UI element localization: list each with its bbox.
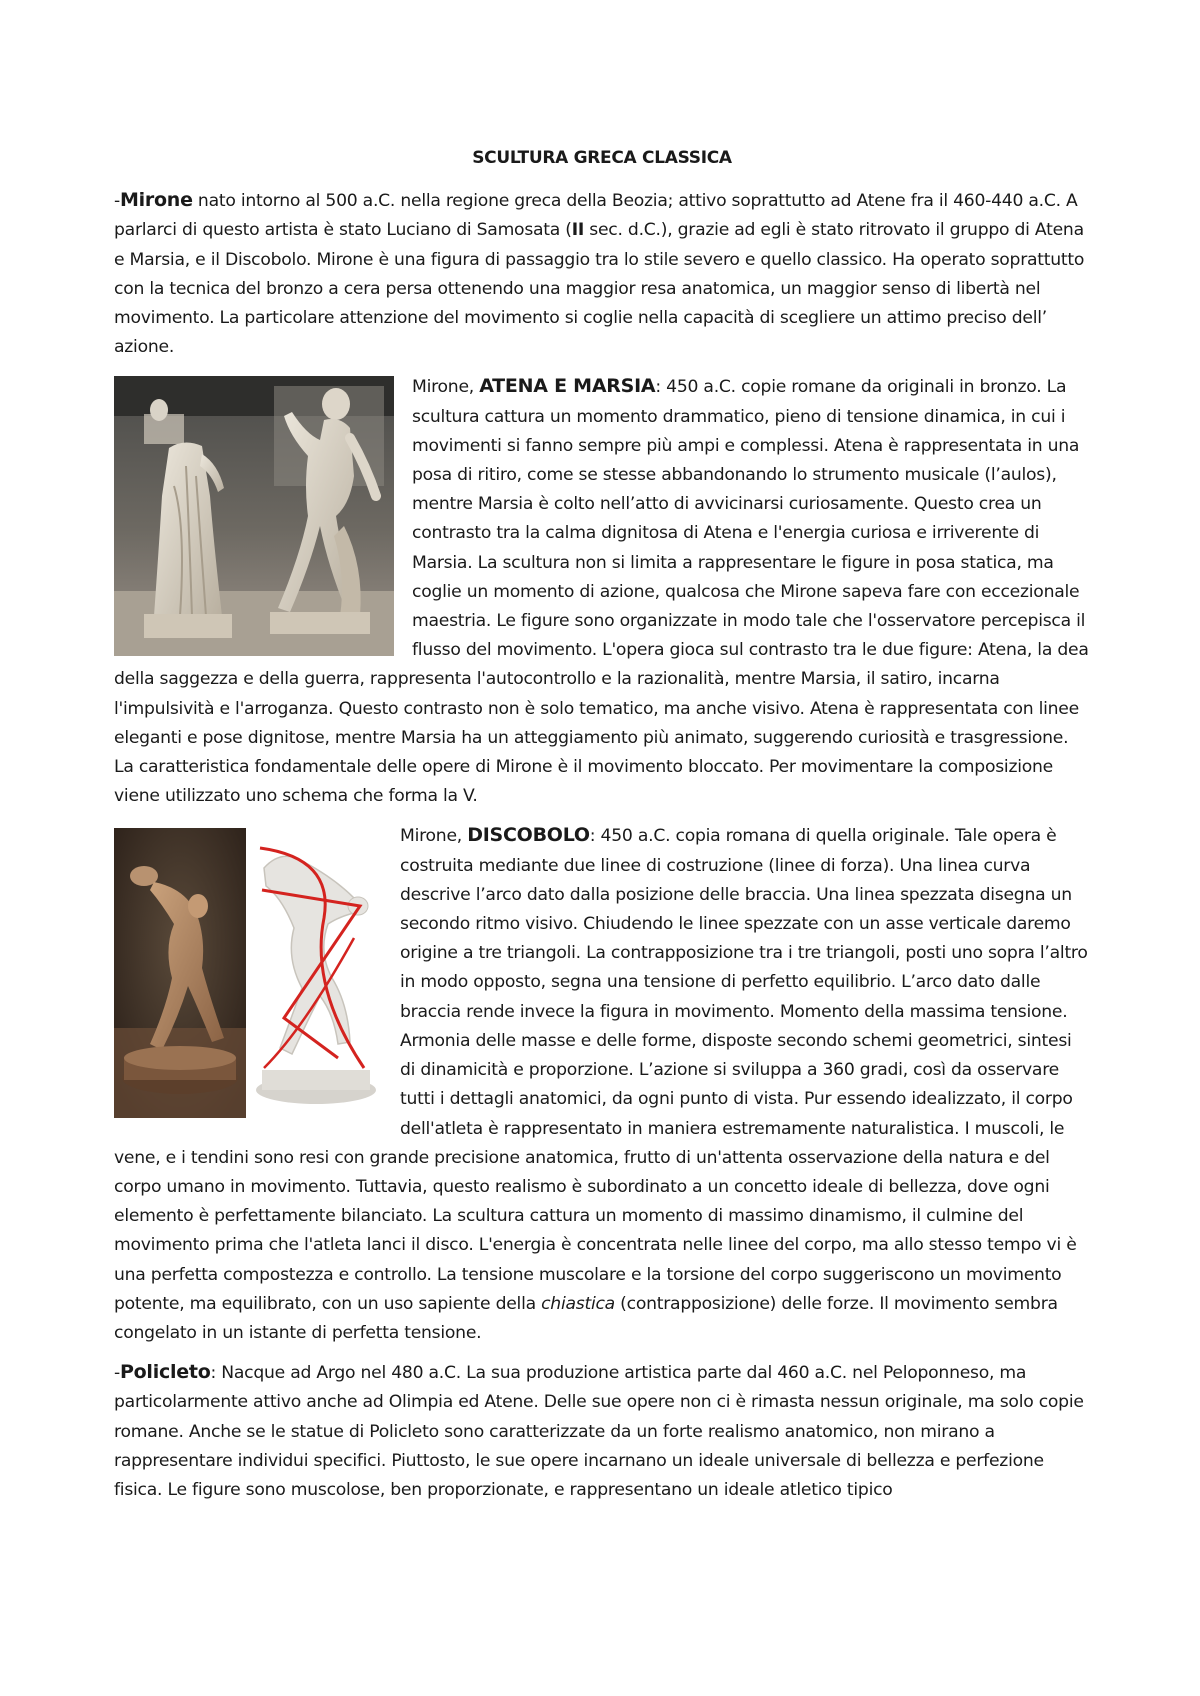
dash: - xyxy=(114,191,120,212)
work-title-discobolo: DISCOBOLO xyxy=(467,824,590,847)
roman-numeral: II xyxy=(571,220,585,241)
discobolo-body: : 450 a.C. copia romana di quella originale. Tale opera è costruita mediante due linee di costruzione (linee di forza). Una linea curva descrive l’arco dato dalla posizione delle braccia. Una linea spezzata disegna un secondo ritmo visivo. Chiudendo le linee spezzate con un asse verticale daremo origine a tre triangoli. La contrapposizione tra i tre triangoli, posti uno sopra l’altro in modo opposto, segna una tensione di perfetto equilibrio. L’arco dato dalle braccia rende invece la figura in movimento. Momento della massima tensione. Armonia delle masse e delle forme, disposte secondo schemi geometrici, sintesi di dinamicità e proporzione. L’azione si sviluppa a 360 gradi, così da osservare tutti i dettagli anatomici, da ogni punto di vista. Pur essendo idealizzato, il corpo dell'atleta è rappresentato in maniera estremamente naturalistica. I muscoli, le vene, e i tendini sono resi con grande precisione anatomica, frutto di un'attenta osservazione della natura e del corpo umano in movimento. Tuttavia, questo realismo è subordinato a un concetto ideale di bellezza, dove ogni elemento è perfettamente bilanciato. La scultura cattura un momento di massimo dinamismo, il culmine del movimento prima che l'atleta lanci il disco. L'energia è concentrata nelle linee del corpo, ma allo stesso tempo vi è una perfetta compostezza e controllo. La tensione muscolare e la torsione del corpo suggeriscono un movimento potente, ma equilibrato, con un uso sapiente della xyxy=(114,826,1088,1314)
dash: - xyxy=(114,1363,120,1384)
atena-body: : 450 a.C. copie romane da originali in bronzo. La scultura cattura un momento drammatico, pieno di tensione dinamica, in cui i movimenti si fanno sempre più ampi e complessi. Atena è rappresentata in una posa di ritiro, come se stesse abbandonando lo strumento musicale (l’aulos), mentre Marsia è colto nell’atto di avvicinarsi curiosamente. Questo crea un contrasto tra la calma dignitosa di Atena e l'energia curiosa e irriverente di Marsia. La scultura non si limita a rappresentare le figure in posa statica, ma coglie un momento di azione, qualcosa che Mirone sapeva fare con eccezionale maestria. Le figure sono organizzate in modo tale che l'osservatore percepisca il flusso del movimento. L'opera gioca sul contrasto tra le due figure: Atena, la dea della saggezza e della guerra, rappresenta l'autocontrollo e la razionalità, mentre Marsia, il satiro, incarna l'impulsività e l'arroganza. Questo contrasto non è solo tematico, ma anche visivo. Atena è rappresentata con linee eleganti e pose dignitose, mentre Marsia ha un atteggiamento più animato, suggerendo curiosità e trasgressione. La caratteristica fondamentale delle opere di Mirone è il movimento bloccato. Per movimentare la composizione viene utilizzato uno schema che forma la V. xyxy=(114,377,1089,807)
artist-name-policleto: Policleto xyxy=(119,1361,211,1384)
discobolo-image xyxy=(114,828,382,1118)
discobolo-illustration xyxy=(114,828,382,1118)
page-title: SCULTURA GRECA CLASSICA xyxy=(472,148,732,168)
mirone-intro-text-2: sec. d.C.), grazie ad egli è stato ritrovato il gruppo di Atena e Marsia, e il Discobolo. Mirone è una figura di passaggio tra lo stile severo e quello classico. Ha operato soprattutto con la tecnica del bronzo a cera persa ottenendo una maggior resa anatomica, un maggior senso di libertà nel movimento. La particolare attenzione del movimento si coglie nella capacità di scegliere un attimo preciso dell’ azione. xyxy=(114,220,1085,358)
policleto-body: : Nacque ad Argo nel 480 a.C. La sua produzione artistica parte dal 460 a.C. nel Peloponneso, ma particolarmente attivo anche ad Olimpia ed Atene. Delle sue opere non ci è rimasta nessun originale, ma solo copie romane. Anche se le statue di Policleto sono caratterizzate da un forte realismo anatomico, non mirano a rappresentare individui specifici. Piuttosto, le sue opere incarnano un ideale universale di bellezza e perfezione fisica. Le figure sono muscolose, ben proporzionate, e rappresentano un ideale atletico tipico xyxy=(114,1363,1084,1500)
atena-marsia-illustration xyxy=(114,376,394,656)
discobolo-lead: Mirone, xyxy=(400,826,468,847)
policleto-paragraph xyxy=(114,1358,1090,1505)
discobolo-section xyxy=(114,821,1090,1348)
atena-lead: Mirone, xyxy=(412,377,480,398)
atena-marsia-image xyxy=(114,376,394,656)
mirone-intro-paragraph xyxy=(114,186,1090,362)
artist-name-mirone: Mirone xyxy=(119,189,193,212)
atena-marsia-section xyxy=(114,372,1090,811)
italic-term: chiastica xyxy=(541,1293,615,1314)
mirone-intro-text: nato intorno al 500 a.C. nella regione greca della Beozia; attivo soprattutto ad Atene fra il 460-440 a.C. A parlarci di questo artista è stato Luciano di Samosata ( xyxy=(114,191,1078,241)
work-title-atena-marsia: ATENA E MARSIA xyxy=(479,375,656,398)
discobolo-body-2: (contrapposizione) delle forze. Il movimento sembra congelato in un istante di perfetta tensione. xyxy=(114,1293,1058,1343)
